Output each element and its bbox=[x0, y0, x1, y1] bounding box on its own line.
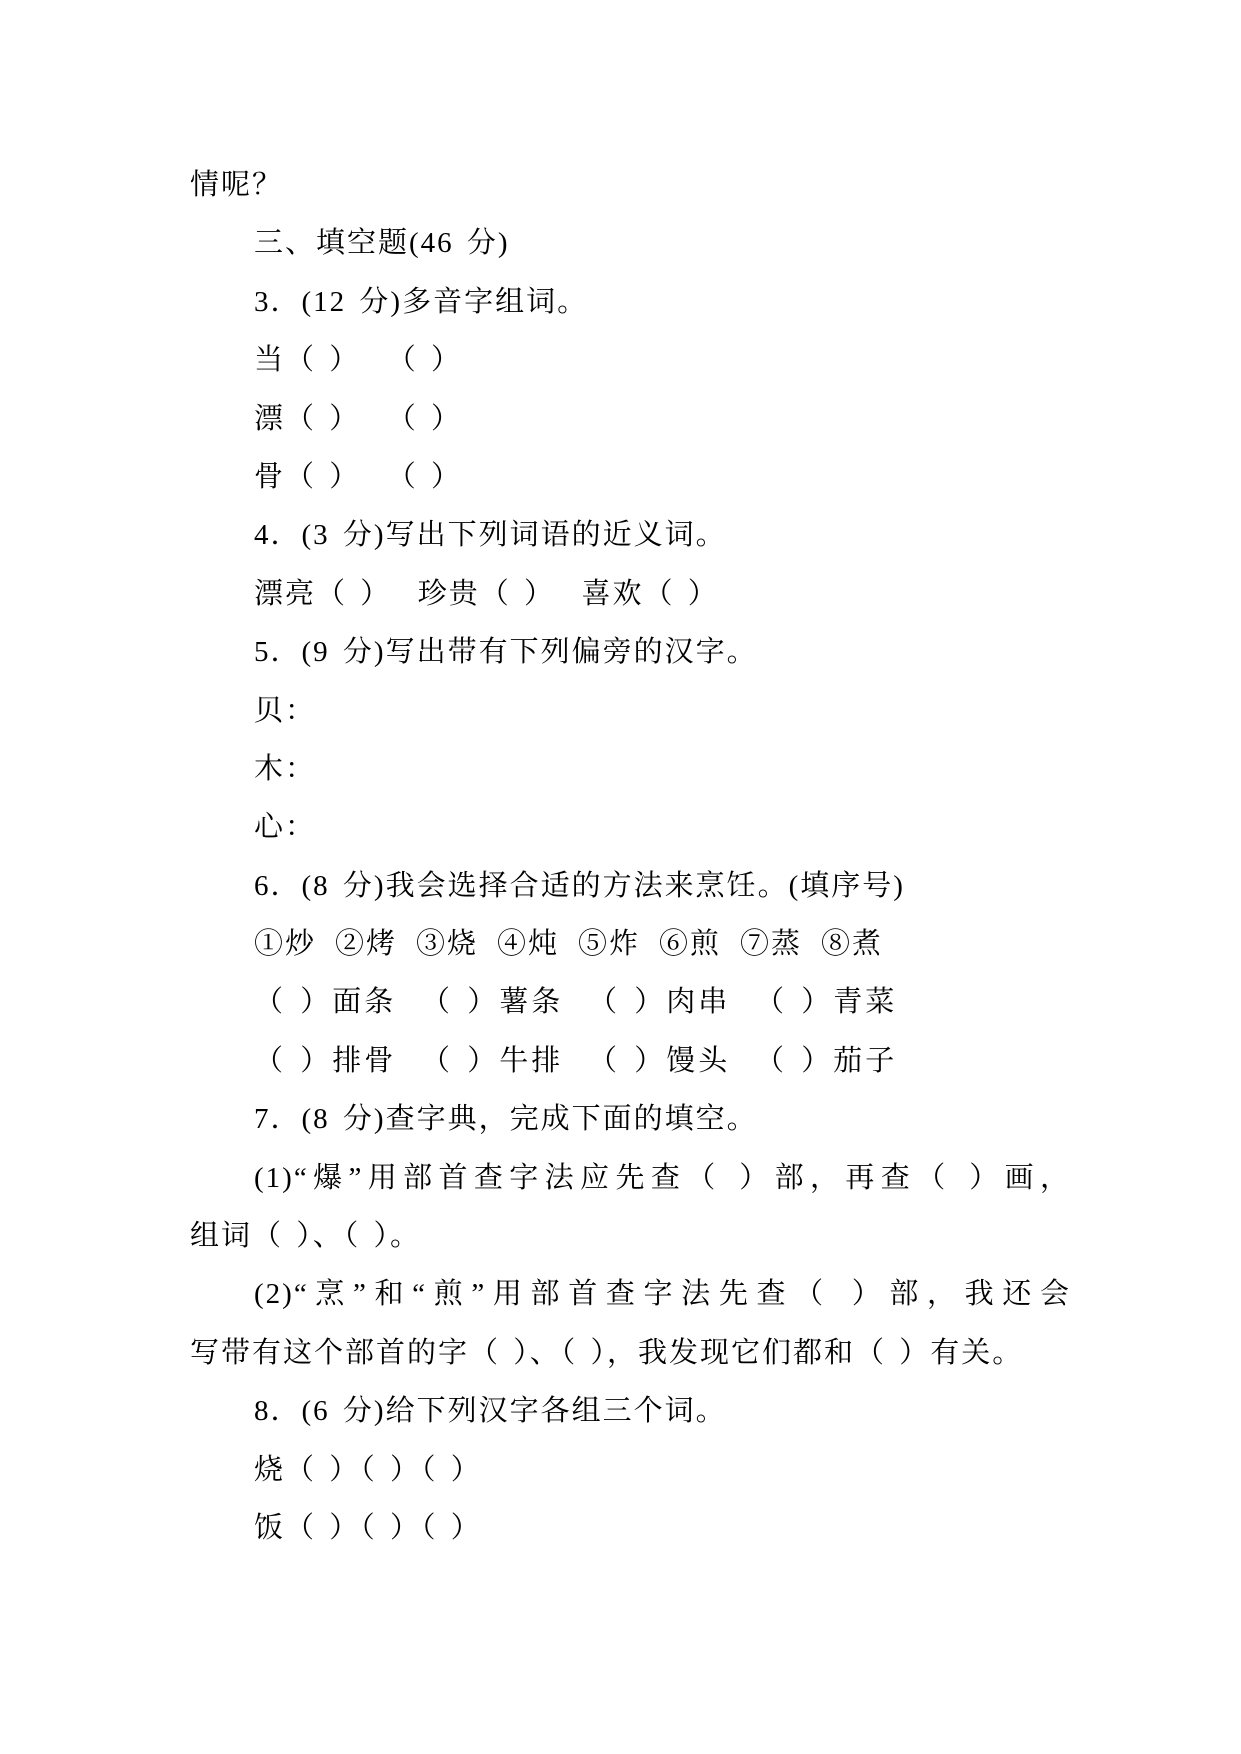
radical-row: 木： bbox=[254, 752, 317, 785]
question-6-heading: 6．(8 分)我会选择合适的方法来烹饪。(填序号) bbox=[254, 869, 905, 902]
dictionary-part-1-line-2: 组词（ ）、（ ）。 bbox=[190, 1220, 422, 1253]
cooking-option: ⑧煮 bbox=[821, 928, 884, 961]
question-4-heading: 4．(3 分)写出下列词语的近义词。 bbox=[254, 519, 727, 552]
dictionary-part-2-line-2: 写带有这个部首的字（ ）、（ ），我发现它们都和（ ）有关。 bbox=[190, 1336, 1024, 1369]
food-blank: （ ）牛排 bbox=[421, 1044, 564, 1077]
food-blank: （ ）茄子 bbox=[755, 1044, 898, 1077]
dictionary-part-2-line-1: (2)“烹”和“煎”用部首查字法先查（ ）部，我还会 bbox=[254, 1278, 1071, 1311]
section-heading: 三、填空题(46 分) bbox=[254, 227, 510, 260]
carryover-text: 情呢？ bbox=[190, 169, 284, 201]
cooking-option: ①炒 bbox=[254, 928, 317, 961]
radical-row: 贝： bbox=[254, 694, 317, 727]
cooking-option: ⑦蒸 bbox=[740, 928, 803, 961]
polyphone-row: 当（ ） （ ） bbox=[254, 344, 463, 377]
question-5-heading: 5．(9 分)写出带有下列偏旁的汉字。 bbox=[254, 636, 758, 669]
question-8-heading: 8．(6 分)给下列汉字各组三个词。 bbox=[254, 1395, 727, 1428]
radical-row: 心： bbox=[254, 811, 317, 844]
cooking-option: ⑥煎 bbox=[659, 928, 722, 961]
food-blank: （ ）面条 bbox=[254, 986, 397, 1019]
cooking-option: ③烧 bbox=[416, 928, 479, 961]
dictionary-part-1-line-1: (1)“爆”用部首查字法应先查（ ）部，再查（ ）画， bbox=[254, 1161, 1071, 1194]
synonym-row: 漂亮（ ） 珍贵（ ） 喜欢（ ） bbox=[254, 577, 719, 610]
cooking-option: ⑤炸 bbox=[578, 928, 641, 961]
food-blank: （ ）馒头 bbox=[588, 1044, 731, 1077]
question-7-heading: 7．(8 分)查字典，完成下面的填空。 bbox=[254, 1103, 758, 1136]
cooking-option: ④炖 bbox=[497, 928, 560, 961]
cooking-option: ②烤 bbox=[335, 928, 398, 961]
food-fill-row bbox=[190, 1032, 1071, 1090]
cooking-method-options bbox=[190, 915, 1071, 973]
page-body bbox=[190, 156, 1071, 1557]
food-fill-row bbox=[190, 973, 1071, 1031]
food-blank: （ ）排骨 bbox=[254, 1044, 397, 1077]
food-blank: （ ）青菜 bbox=[755, 986, 898, 1019]
food-blank: （ ）肉串 bbox=[588, 986, 731, 1019]
question-3-heading: 3．(12 分)多音字组词。 bbox=[254, 285, 589, 318]
word-group-row: 饭（ ）（ ）（ ） bbox=[254, 1511, 482, 1544]
polyphone-row: 漂（ ） （ ） bbox=[254, 402, 463, 435]
word-group-row: 烧（ ）（ ）（ ） bbox=[254, 1453, 482, 1486]
food-blank: （ ）薯条 bbox=[421, 986, 564, 1019]
polyphone-row: 骨（ ） （ ） bbox=[254, 460, 463, 493]
